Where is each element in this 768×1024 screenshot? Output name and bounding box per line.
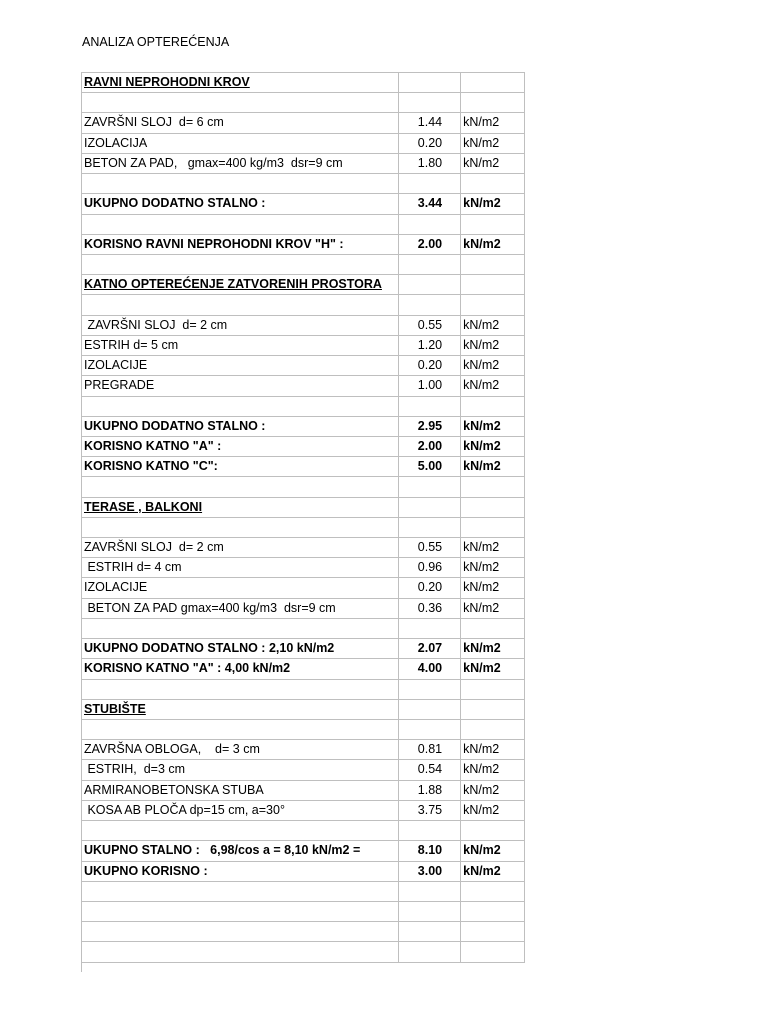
row-unit: kN/m2	[461, 113, 525, 132]
row-value: 1.80	[399, 154, 461, 173]
row-unit: kN/m2	[461, 376, 525, 395]
section-heading-row	[82, 700, 525, 720]
row-label: TERASE , BALKONI	[82, 498, 399, 517]
row-value: 3.44	[399, 194, 461, 213]
row-value	[399, 619, 461, 638]
section-heading-row	[82, 73, 525, 93]
row-unit	[461, 73, 525, 92]
row-value	[399, 255, 461, 274]
row-label	[82, 821, 399, 840]
row-unit: kN/m2	[461, 437, 525, 456]
row-label: ESTRIH, d=3 cm	[82, 760, 399, 779]
row-label	[82, 922, 399, 941]
table-row	[82, 659, 525, 679]
row-label	[82, 174, 399, 193]
row-label: ESTRIH d= 5 cm	[82, 336, 399, 355]
row-label	[82, 680, 399, 699]
row-value: 2.00	[399, 437, 461, 456]
row-label: KORISNO RAVNI NEPROHODNI KROV "H" :	[82, 235, 399, 254]
table-row	[82, 841, 525, 861]
row-label	[82, 720, 399, 739]
row-label: UKUPNO KORISNO :	[82, 862, 399, 881]
table-row	[82, 235, 525, 255]
row-value	[399, 295, 461, 314]
row-value: 4.00	[399, 659, 461, 678]
table-row	[82, 862, 525, 882]
row-label	[82, 255, 399, 274]
table-row	[82, 437, 525, 457]
table-row	[82, 376, 525, 396]
row-label: ZAVRŠNI SLOJ d= 6 cm	[82, 113, 399, 132]
row-unit	[461, 680, 525, 699]
empty-row	[82, 619, 525, 639]
row-value: 0.96	[399, 558, 461, 577]
row-label: KOSA AB PLOČA dp=15 cm, a=30°	[82, 801, 399, 820]
row-label: STUBIŠTE	[82, 700, 399, 719]
row-unit	[461, 93, 525, 112]
row-label	[82, 93, 399, 112]
row-value	[399, 882, 461, 901]
row-value	[399, 477, 461, 496]
table-row	[82, 639, 525, 659]
row-value	[399, 922, 461, 941]
table-row	[82, 457, 525, 477]
row-unit: kN/m2	[461, 194, 525, 213]
row-unit	[461, 174, 525, 193]
row-label: IZOLACIJE	[82, 356, 399, 375]
row-unit	[461, 821, 525, 840]
row-value	[399, 498, 461, 517]
empty-row	[82, 477, 525, 497]
row-label	[82, 619, 399, 638]
row-value	[399, 275, 461, 294]
empty-row	[82, 821, 525, 841]
row-value	[399, 93, 461, 112]
row-value: 8.10	[399, 841, 461, 860]
row-label	[82, 902, 399, 921]
row-unit	[461, 518, 525, 537]
row-value	[399, 73, 461, 92]
empty-row	[82, 93, 525, 113]
row-unit: kN/m2	[461, 356, 525, 375]
row-value: 0.81	[399, 740, 461, 759]
section-heading-row	[82, 275, 525, 295]
row-unit: kN/m2	[461, 154, 525, 173]
row-unit	[461, 498, 525, 517]
row-unit: kN/m2	[461, 417, 525, 436]
row-value	[399, 700, 461, 719]
row-label	[82, 477, 399, 496]
empty-row	[82, 720, 525, 740]
row-label	[82, 397, 399, 416]
row-value: 0.54	[399, 760, 461, 779]
row-unit	[461, 619, 525, 638]
row-label: BETON ZA PAD, gmax=400 kg/m3 dsr=9 cm	[82, 154, 399, 173]
empty-row	[82, 942, 525, 962]
row-label: IZOLACIJA	[82, 134, 399, 153]
row-unit: kN/m2	[461, 760, 525, 779]
table-row	[82, 578, 525, 598]
table-row	[82, 740, 525, 760]
row-value	[399, 902, 461, 921]
table-row	[82, 113, 525, 133]
row-value: 3.00	[399, 862, 461, 881]
empty-row	[82, 174, 525, 194]
row-label	[82, 518, 399, 537]
row-unit	[461, 720, 525, 739]
row-value	[399, 215, 461, 234]
row-unit: kN/m2	[461, 659, 525, 678]
row-label	[82, 215, 399, 234]
empty-row	[82, 295, 525, 315]
row-unit	[461, 942, 525, 961]
row-value	[399, 174, 461, 193]
row-unit: kN/m2	[461, 740, 525, 759]
table-row	[82, 558, 525, 578]
row-unit: kN/m2	[461, 862, 525, 881]
row-label	[82, 295, 399, 314]
row-label: RAVNI NEPROHODNI KROV	[82, 73, 399, 92]
table-row	[82, 801, 525, 821]
row-label: ARMIRANOBETONSKA STUBA	[82, 781, 399, 800]
row-unit: kN/m2	[461, 578, 525, 597]
empty-row	[82, 680, 525, 700]
row-unit: kN/m2	[461, 599, 525, 618]
empty-row	[82, 902, 525, 922]
row-label: ESTRIH d= 4 cm	[82, 558, 399, 577]
table-row	[82, 154, 525, 174]
empty-row	[82, 518, 525, 538]
table-row	[82, 134, 525, 154]
row-label: UKUPNO DODATNO STALNO :	[82, 417, 399, 436]
row-label: ZAVRŠNI SLOJ d= 2 cm	[82, 316, 399, 335]
row-unit: kN/m2	[461, 316, 525, 335]
row-value	[399, 397, 461, 416]
row-unit	[461, 275, 525, 294]
row-value: 5.00	[399, 457, 461, 476]
row-label: KATNO OPTEREĆENJE ZATVORENIH PROSTORA	[82, 275, 399, 294]
row-unit	[461, 295, 525, 314]
empty-row	[82, 215, 525, 235]
row-unit: kN/m2	[461, 781, 525, 800]
row-unit: kN/m2	[461, 558, 525, 577]
row-label: PREGRADE	[82, 376, 399, 395]
row-unit: kN/m2	[461, 538, 525, 557]
row-label: IZOLACIJE	[82, 578, 399, 597]
row-value	[399, 518, 461, 537]
row-label: UKUPNO STALNO : 6,98/cos a = 8,10 kN/m2 =	[82, 841, 399, 860]
row-label: UKUPNO DODATNO STALNO :	[82, 194, 399, 213]
row-label: KORISNO KATNO "C":	[82, 457, 399, 476]
row-unit	[461, 397, 525, 416]
row-unit: kN/m2	[461, 134, 525, 153]
row-value: 0.55	[399, 316, 461, 335]
row-unit	[461, 215, 525, 234]
row-label: UKUPNO DODATNO STALNO : 2,10 kN/m2	[82, 639, 399, 658]
table-row	[82, 599, 525, 619]
row-value: 0.20	[399, 134, 461, 153]
row-value: 2.00	[399, 235, 461, 254]
row-unit	[461, 902, 525, 921]
row-label: KORISNO KATNO "A" :	[82, 437, 399, 456]
row-label: BETON ZA PAD gmax=400 kg/m3 dsr=9 cm	[82, 599, 399, 618]
row-value: 1.20	[399, 336, 461, 355]
row-unit	[461, 882, 525, 901]
row-value: 1.00	[399, 376, 461, 395]
row-value: 0.20	[399, 356, 461, 375]
row-unit: kN/m2	[461, 336, 525, 355]
row-value	[399, 680, 461, 699]
empty-row	[82, 397, 525, 417]
row-label: ZAVRŠNA OBLOGA, d= 3 cm	[82, 740, 399, 759]
row-label: ZAVRŠNI SLOJ d= 2 cm	[82, 538, 399, 557]
empty-row	[82, 255, 525, 275]
section-heading-row	[82, 498, 525, 518]
document-title: ANALIZA OPTEREĆENJA	[82, 35, 230, 49]
row-unit: kN/m2	[461, 235, 525, 254]
row-value: 0.55	[399, 538, 461, 557]
table-row	[82, 336, 525, 356]
row-unit	[461, 922, 525, 941]
row-unit	[461, 700, 525, 719]
row-value: 2.95	[399, 417, 461, 436]
table-row	[82, 538, 525, 558]
table-row	[82, 781, 525, 801]
row-value: 1.44	[399, 113, 461, 132]
row-value	[399, 942, 461, 961]
row-unit	[461, 255, 525, 274]
row-unit: kN/m2	[461, 457, 525, 476]
empty-row	[82, 882, 525, 902]
row-value: 2.07	[399, 639, 461, 658]
row-value: 0.20	[399, 578, 461, 597]
row-unit: kN/m2	[461, 801, 525, 820]
row-value	[399, 821, 461, 840]
row-unit	[461, 477, 525, 496]
row-value: 1.88	[399, 781, 461, 800]
row-value: 0.36	[399, 599, 461, 618]
load-analysis-table	[81, 72, 525, 972]
row-value: 3.75	[399, 801, 461, 820]
row-unit: kN/m2	[461, 841, 525, 860]
empty-row	[82, 922, 525, 942]
row-value	[399, 720, 461, 739]
row-label	[82, 882, 399, 901]
row-label	[82, 942, 399, 961]
row-label: KORISNO KATNO "A" : 4,00 kN/m2	[82, 659, 399, 678]
table-row	[82, 356, 525, 376]
table-row	[82, 316, 525, 336]
table-row	[82, 417, 525, 437]
row-unit: kN/m2	[461, 639, 525, 658]
table-row	[82, 760, 525, 780]
table-row	[82, 194, 525, 214]
